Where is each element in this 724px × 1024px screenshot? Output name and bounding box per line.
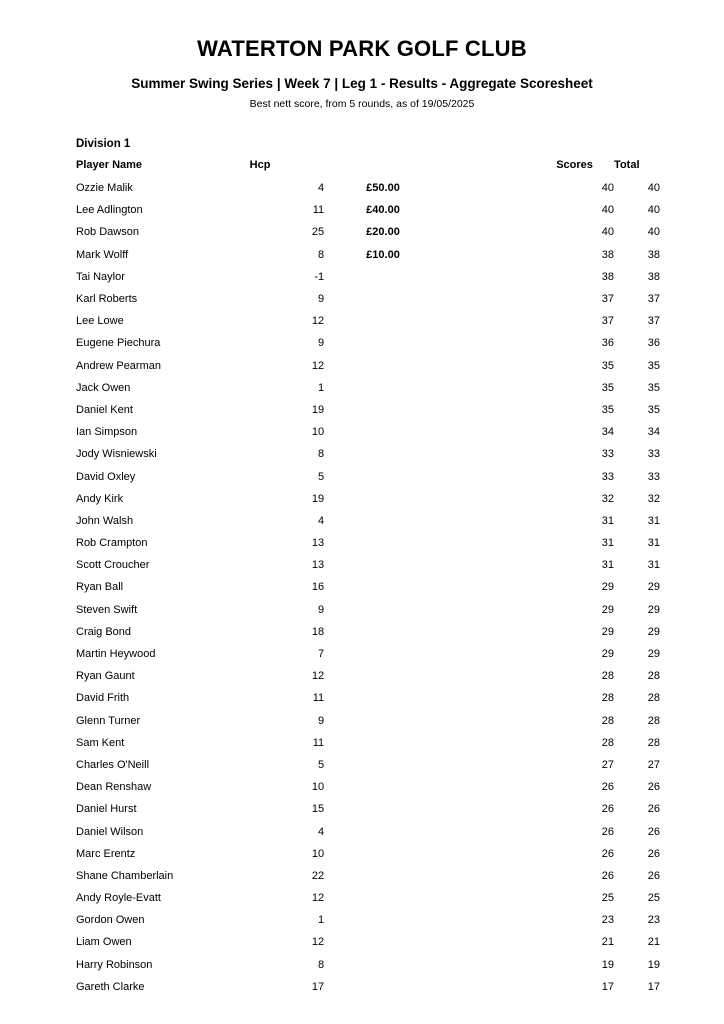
hcp-cell: 9 — [318, 293, 325, 306]
scores-cell: 29 — [601, 648, 615, 661]
player-name-cell: Dean Renshaw — [76, 781, 152, 794]
hcp-cell: 19 — [311, 492, 325, 505]
player-name-cell: Ozzie Malik — [76, 182, 133, 195]
prize-cell — [330, 843, 478, 865]
table-row — [76, 621, 668, 643]
hcp-cell: 1 — [318, 914, 325, 927]
hcp-cell: 1 — [318, 381, 325, 394]
prize-cell — [330, 621, 478, 643]
hcp-cell: 4 — [318, 182, 325, 195]
table-row — [76, 199, 668, 221]
total-cell: 40 — [647, 226, 660, 239]
player-name-cell: Ryan Ball — [76, 581, 124, 594]
column-header-hcp: Hcp — [249, 159, 271, 171]
player-name-cell: Jody Wisniewski — [76, 448, 157, 461]
prize-cell — [330, 599, 478, 621]
player-name-cell: Martin Heywood — [76, 648, 156, 661]
hcp-cell: 5 — [318, 470, 325, 483]
table-row — [76, 599, 668, 621]
player-name-cell: Rob Crampton — [76, 537, 148, 550]
prize-cell: £10.00 — [366, 248, 400, 261]
scores-cell: 29 — [601, 603, 615, 616]
hcp-cell: 13 — [311, 559, 325, 572]
prize-cell — [330, 488, 478, 510]
table-row — [76, 909, 668, 931]
player-name-cell: Sam Kent — [76, 736, 125, 749]
prize-cell — [330, 954, 478, 976]
prize-cell: £40.00 — [366, 204, 400, 217]
scores-cell: 25 — [601, 892, 615, 905]
spacer-cell — [478, 643, 556, 665]
scores-cell: 37 — [601, 293, 615, 306]
spacer-cell — [478, 931, 556, 953]
scores-cell: 26 — [601, 781, 615, 794]
total-cell: 38 — [647, 248, 660, 261]
spacer-cell — [478, 288, 556, 310]
total-cell: 35 — [647, 381, 660, 394]
total-cell: 31 — [647, 514, 660, 527]
scores-cell: 36 — [601, 337, 615, 350]
column-header-scores: Scores — [556, 159, 593, 171]
table-row — [76, 310, 668, 332]
player-name-cell: Ryan Gaunt — [76, 670, 135, 683]
table-row — [76, 665, 668, 687]
total-cell: 28 — [647, 692, 660, 705]
total-cell: 28 — [647, 670, 660, 683]
player-name-cell: Harry Robinson — [76, 958, 153, 971]
table-row — [76, 710, 668, 732]
spacer-cell — [478, 399, 556, 421]
total-cell: 27 — [647, 758, 660, 771]
spacer-cell — [478, 443, 556, 465]
table-row — [76, 377, 668, 399]
total-cell: 21 — [647, 936, 660, 949]
hcp-cell: 12 — [311, 892, 325, 905]
prize-cell — [330, 355, 478, 377]
prize-cell — [330, 754, 478, 776]
hcp-cell: 8 — [318, 958, 325, 971]
player-name-cell: Andy Kirk — [76, 492, 124, 505]
prize-cell — [330, 421, 478, 443]
total-cell: 37 — [647, 293, 660, 306]
player-name-cell: Marc Erentz — [76, 847, 136, 860]
table-row — [76, 177, 668, 199]
hcp-cell: 11 — [312, 692, 325, 705]
prize-cell — [330, 909, 478, 931]
total-cell: 28 — [647, 714, 660, 727]
scores-cell: 17 — [601, 980, 615, 993]
scores-cell: 26 — [601, 825, 615, 838]
player-name-cell: Liam Owen — [76, 936, 132, 949]
scores-cell: 40 — [601, 182, 615, 195]
total-cell: 35 — [647, 403, 660, 416]
spacer-cell — [478, 599, 556, 621]
player-name-cell: Craig Bond — [76, 625, 132, 638]
total-cell: 33 — [647, 470, 660, 483]
hcp-cell: 4 — [318, 825, 325, 838]
table-row — [76, 865, 668, 887]
scores-cell: 28 — [601, 670, 615, 683]
player-name-cell: Scott Croucher — [76, 559, 150, 572]
hcp-cell: 17 — [311, 980, 325, 993]
player-name-cell: David Frith — [76, 692, 130, 705]
table-row — [76, 887, 668, 909]
spacer-cell — [478, 798, 556, 820]
hcp-cell: 9 — [318, 337, 325, 350]
spacer-cell — [478, 465, 556, 487]
player-name-cell: John Walsh — [76, 514, 134, 527]
spacer-cell — [478, 421, 556, 443]
hcp-cell: 11 — [312, 736, 325, 749]
table-row — [76, 732, 668, 754]
player-name-cell: Lee Lowe — [76, 315, 124, 328]
spacer-cell — [478, 576, 556, 598]
player-name-cell: Mark Wolff — [76, 248, 129, 261]
scores-cell: 26 — [601, 869, 615, 882]
scores-cell: 37 — [601, 315, 615, 328]
prize-cell — [330, 687, 478, 709]
prize-cell — [330, 465, 478, 487]
spacer-cell — [478, 710, 556, 732]
prize-cell — [330, 288, 478, 310]
total-cell: 28 — [647, 736, 660, 749]
total-cell: 36 — [647, 337, 660, 350]
hcp-cell: 25 — [311, 226, 325, 239]
hcp-cell: 4 — [318, 514, 325, 527]
player-name-cell: Gareth Clarke — [76, 980, 145, 993]
prize-cell — [330, 976, 478, 998]
scores-cell: 19 — [601, 958, 615, 971]
table-row — [76, 576, 668, 598]
prize-cell — [330, 510, 478, 532]
hcp-cell: 10 — [311, 426, 325, 439]
scores-cell: 33 — [601, 470, 615, 483]
player-name-cell: Daniel Hurst — [76, 803, 137, 816]
spacer-cell — [478, 909, 556, 931]
total-cell: 26 — [647, 847, 660, 860]
spacer-cell — [478, 266, 556, 288]
player-name-cell: Andrew Pearman — [76, 359, 161, 372]
hcp-cell: 16 — [311, 581, 325, 594]
table-row — [76, 643, 668, 665]
scores-cell: 31 — [601, 514, 615, 527]
spacer-cell — [478, 244, 556, 266]
table-row — [76, 954, 668, 976]
scores-cell: 26 — [601, 847, 615, 860]
table-row — [76, 820, 668, 842]
table-row — [76, 798, 668, 820]
hcp-cell: 22 — [311, 869, 325, 882]
total-cell: 40 — [647, 204, 660, 217]
prize-cell — [330, 865, 478, 887]
column-header-spacer — [478, 159, 556, 177]
player-name-cell: Tai Naylor — [76, 270, 125, 283]
total-cell: 29 — [647, 625, 660, 638]
scores-cell: 21 — [601, 936, 615, 949]
total-cell: 34 — [647, 426, 660, 439]
spacer-cell — [478, 976, 556, 998]
hcp-cell: 12 — [311, 359, 325, 372]
hcp-cell: 11 — [312, 204, 325, 217]
spacer-cell — [478, 843, 556, 865]
prize-cell — [330, 887, 478, 909]
player-name-cell: David Oxley — [76, 470, 136, 483]
spacer-cell — [478, 377, 556, 399]
total-cell: 33 — [647, 448, 660, 461]
player-name-cell: Ian Simpson — [76, 426, 138, 439]
hcp-cell: 19 — [311, 403, 325, 416]
table-row — [76, 332, 668, 354]
table-row — [76, 488, 668, 510]
spacer-cell — [478, 687, 556, 709]
scores-cell: 33 — [601, 448, 615, 461]
total-cell: 26 — [647, 803, 660, 816]
player-name-cell: Andy Royle-Evatt — [76, 892, 161, 905]
prize-cell: £50.00 — [366, 182, 400, 195]
scores-cell: 27 — [601, 758, 615, 771]
scores-cell: 38 — [601, 248, 615, 261]
results-table — [76, 159, 668, 998]
spacer-cell — [478, 954, 556, 976]
table-header — [76, 159, 668, 177]
player-name-cell: Daniel Wilson — [76, 825, 144, 838]
spacer-cell — [478, 488, 556, 510]
hcp-cell: 9 — [318, 714, 325, 727]
prize-cell — [330, 798, 478, 820]
player-name-cell: Jack Owen — [76, 381, 131, 394]
hcp-cell: 18 — [311, 625, 325, 638]
column-header-prize — [330, 159, 478, 177]
total-cell: 29 — [647, 603, 660, 616]
scores-cell: 26 — [601, 803, 615, 816]
scores-cell: 40 — [601, 226, 615, 239]
spacer-cell — [478, 776, 556, 798]
total-cell: 38 — [647, 270, 660, 283]
scores-cell: 31 — [601, 559, 615, 572]
spacer-cell — [478, 665, 556, 687]
scores-cell: 28 — [601, 736, 615, 749]
prize-cell — [330, 532, 478, 554]
spacer-cell — [478, 510, 556, 532]
spacer-cell — [478, 865, 556, 887]
total-cell: 17 — [647, 980, 660, 993]
table-header-row — [76, 159, 668, 177]
hcp-cell: 7 — [318, 648, 325, 661]
table-body — [76, 177, 668, 998]
total-cell: 25 — [647, 892, 660, 905]
prize-cell: £20.00 — [366, 226, 400, 239]
scores-cell: 35 — [601, 403, 615, 416]
prize-cell — [330, 310, 478, 332]
table-row — [76, 266, 668, 288]
hcp-cell: 15 — [311, 803, 325, 816]
page-note: Best nett score, from 5 rounds, as of 19/05/2025 — [249, 98, 475, 110]
scores-cell: 28 — [601, 714, 615, 727]
total-cell: 31 — [647, 537, 660, 550]
prize-cell — [330, 377, 478, 399]
scores-cell: 23 — [601, 914, 615, 927]
total-cell: 19 — [647, 958, 660, 971]
spacer-cell — [478, 887, 556, 909]
table-row — [76, 244, 668, 266]
player-name-cell: Eugene Piechura — [76, 337, 161, 350]
spacer-cell — [478, 332, 556, 354]
table-row — [76, 776, 668, 798]
hcp-cell: 12 — [311, 670, 325, 683]
table-row — [76, 843, 668, 865]
spacer-cell — [478, 554, 556, 576]
spacer-cell — [478, 732, 556, 754]
total-cell: 26 — [647, 781, 660, 794]
prize-cell — [330, 665, 478, 687]
prize-cell — [330, 332, 478, 354]
table-row — [76, 288, 668, 310]
total-cell: 37 — [647, 315, 660, 328]
spacer-cell — [478, 355, 556, 377]
scores-cell: 32 — [601, 492, 615, 505]
column-header-total: Total — [614, 159, 640, 171]
total-cell: 31 — [647, 559, 660, 572]
player-name-cell: Steven Swift — [76, 603, 138, 616]
scores-cell: 34 — [601, 426, 615, 439]
player-name-cell: Glenn Turner — [76, 714, 141, 727]
table-row — [76, 355, 668, 377]
hcp-cell: 5 — [318, 758, 325, 771]
spacer-cell — [478, 621, 556, 643]
table-row — [76, 510, 668, 532]
page-title: WATERTON PARK GOLF CLUB — [197, 36, 527, 61]
table-row — [76, 443, 668, 465]
player-name-cell: Gordon Owen — [76, 914, 145, 927]
scores-cell: 29 — [601, 625, 615, 638]
page-subtitle: Summer Swing Series | Week 7 | Leg 1 - Results - Aggregate Scoresheet — [131, 76, 593, 91]
player-name-cell: Charles O'Neill — [76, 758, 150, 771]
table-row — [76, 532, 668, 554]
spacer-cell — [478, 532, 556, 554]
hcp-cell: 10 — [311, 781, 325, 794]
hcp-cell: 9 — [318, 603, 325, 616]
hcp-cell: -1 — [314, 270, 325, 283]
spacer-cell — [478, 754, 556, 776]
prize-cell — [330, 576, 478, 598]
scores-cell: 35 — [601, 381, 615, 394]
table-row — [76, 754, 668, 776]
column-header-player-name: Player Name — [76, 159, 143, 171]
hcp-cell: 12 — [311, 936, 325, 949]
player-name-cell: Karl Roberts — [76, 293, 138, 306]
prize-cell — [330, 776, 478, 798]
prize-cell — [330, 820, 478, 842]
table-row — [76, 421, 668, 443]
prize-cell — [330, 443, 478, 465]
scores-cell: 31 — [601, 537, 615, 550]
spacer-cell — [478, 820, 556, 842]
player-name-cell: Rob Dawson — [76, 226, 139, 239]
prize-cell — [330, 732, 478, 754]
table-row — [76, 687, 668, 709]
prize-cell — [330, 266, 478, 288]
division-heading: Division 1 — [76, 138, 131, 150]
player-name-cell: Shane Chamberlain — [76, 869, 174, 882]
hcp-cell: 10 — [311, 847, 325, 860]
hcp-cell: 8 — [318, 448, 325, 461]
total-cell: 40 — [647, 182, 660, 195]
spacer-cell — [478, 177, 556, 199]
total-cell: 35 — [647, 359, 660, 372]
prize-cell — [330, 931, 478, 953]
total-cell: 26 — [647, 825, 660, 838]
total-cell: 29 — [647, 581, 660, 594]
player-name-cell: Daniel Kent — [76, 403, 133, 416]
scores-cell: 28 — [601, 692, 615, 705]
total-cell: 26 — [647, 869, 660, 882]
spacer-cell — [478, 310, 556, 332]
scores-cell: 40 — [601, 204, 615, 217]
table-row — [76, 399, 668, 421]
prize-cell — [330, 399, 478, 421]
table-row — [76, 554, 668, 576]
prize-cell — [330, 643, 478, 665]
hcp-cell: 8 — [318, 248, 325, 261]
hcp-cell: 12 — [311, 315, 325, 328]
total-cell: 32 — [647, 492, 660, 505]
hcp-cell: 13 — [311, 537, 325, 550]
table-row — [76, 931, 668, 953]
spacer-cell — [478, 199, 556, 221]
prize-cell — [330, 710, 478, 732]
total-cell: 29 — [647, 648, 660, 661]
scores-cell: 29 — [601, 581, 615, 594]
table-row — [76, 221, 668, 243]
table-row — [76, 976, 668, 998]
scores-cell: 35 — [601, 359, 615, 372]
spacer-cell — [478, 221, 556, 243]
table-row — [76, 465, 668, 487]
prize-cell — [330, 554, 478, 576]
player-name-cell: Lee Adlington — [76, 204, 143, 217]
scores-cell: 38 — [601, 270, 615, 283]
total-cell: 23 — [647, 914, 660, 927]
